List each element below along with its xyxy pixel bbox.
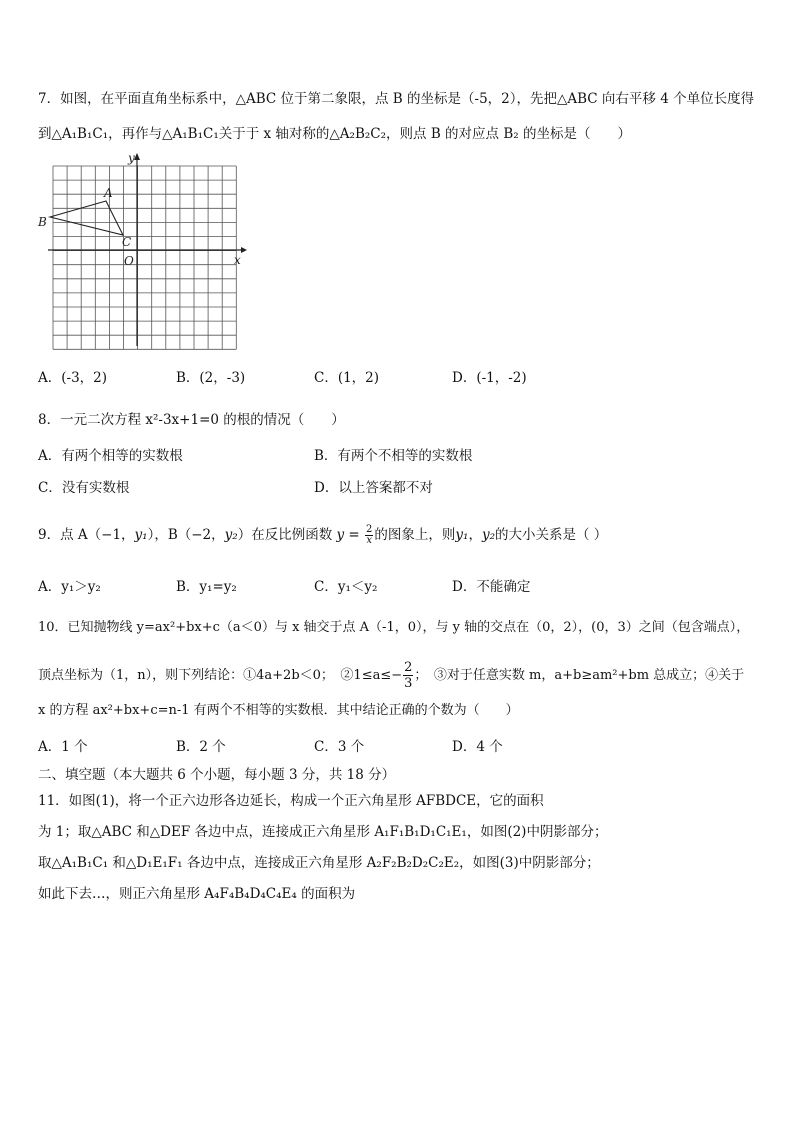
q8-option-b[interactable]: B．有两个不相等的实数根 [314, 448, 473, 464]
q9-y1: y₁ [134, 527, 148, 543]
q7-stem-line1: 7．如图，在平面直角坐标系中，△ABC 位于第二象限，点 B 的坐标是（-5，2），先把△ABC 向右平移 4 个单位长度得 [38, 91, 755, 107]
q9-y1-b: y₁ [455, 527, 469, 543]
q8-option-d[interactable]: D．以上答案都不对 [314, 480, 433, 496]
q10-line2-b: ； ③对于任意实数 m，a+b≥am²+bm 总成立；④关于 [414, 668, 745, 683]
q11-line3: 取△A₁B₁C₁ 和△D₁E₁F₁ 各边中点，连接成正六角星形 A₂F₂B₂D₂C₂E₂，如图(3)中阴影部分； [38, 855, 600, 871]
q8-option-c[interactable]: C．没有实数根 [38, 480, 130, 496]
origin-label: O [124, 254, 134, 268]
q9-y2-b: y₂ [481, 527, 496, 543]
q9-option-c[interactable]: C．y₁＜y₂ [314, 579, 378, 595]
q10-option-a[interactable]: A．1 个 [38, 739, 88, 755]
q7-coordinate-figure [36, 150, 248, 350]
q7-option-b[interactable]: B．(2，-3) [176, 370, 246, 386]
q11-line1: 11．如图(1)，将一个正六边形各边延长，构成一个正六角星形 AFBDCE，它的面积 [38, 793, 544, 809]
q10-frac-den: 3 [404, 676, 413, 691]
q7-option-c[interactable]: C．(1，2) [314, 370, 380, 386]
q10-stem-line1: 10．已知抛物线 y=ax²+bx+c（a＜0）与 x 轴交于点 A（-1，0），与 y 轴的交点在（0，2），(0，3）之间（包含端点）， [38, 620, 750, 635]
q8-stem: 8．一元二次方程 x²-3x+1=0 的根的情况（ ） [38, 412, 345, 428]
q9-stem-e: ， [468, 527, 482, 543]
q9-fraction [365, 525, 373, 546]
q9-y2: y₂ [224, 527, 238, 543]
point-c-label: C [122, 235, 132, 249]
y-axis-label: y [128, 151, 135, 165]
q10-option-c[interactable]: C．3 个 [314, 739, 365, 755]
q9-eq: = [344, 527, 365, 543]
q10-option-d[interactable]: D．4 个 [452, 739, 503, 755]
point-b-label: B [38, 215, 47, 229]
q10-stem-line3: x 的方程 ax²+bx+c=n-1 有两个不相等的实数根．其中结论正确的个数为（ ） [38, 703, 519, 718]
q9-frac-num: 2 [366, 524, 373, 535]
q10-frac-num: 2 [404, 660, 413, 675]
q7-option-a[interactable]: A．(-3，2) [38, 370, 108, 386]
q10-option-b[interactable]: B．2 个 [176, 739, 226, 755]
x-axis-label: x [234, 253, 241, 267]
q11-line2: 为 1；取△ABC 和△DEF 各边中点，连接成正六角星形 A₁F₁B₁D₁C₁E₁，如图(2)中阴影部分； [38, 824, 608, 840]
q9-option-b[interactable]: B．y₁=y₂ [176, 579, 237, 595]
q10-fraction [403, 660, 413, 691]
point-a-label: A [104, 186, 113, 200]
q7-option-d[interactable]: D．(-1，-2) [452, 370, 527, 386]
q10-stem-line2 [38, 660, 744, 691]
y-axis-arrow [134, 153, 140, 160]
q9-stem-f: 的大小关系是（ ） [495, 527, 608, 543]
x-axis-arrow [241, 247, 247, 253]
q9-stem-d: 的图象上，则 [374, 527, 456, 543]
q9-frac-den: x [366, 535, 373, 546]
q9-option-d[interactable]: D．不能确定 [452, 579, 531, 595]
q11-line4: 如此下去…，则正六角星形 A₄F₄B₄D₄C₄E₄ 的面积为 [38, 886, 356, 902]
q9-stem-a: 9．点 A（−1， [38, 527, 135, 543]
q9-stem [38, 525, 607, 546]
q7-stem-line2: 到△A₁B₁C₁，再作与△A₁B₁C₁关于于 x 轴对称的△A₂B₂C₂，则点 B 的对应点 B₂ 的坐标是（ ） [38, 126, 631, 142]
section-2-heading: 二、填空题（本大题共 6 个小题，每小题 3 分，共 18 分） [38, 767, 396, 783]
q9-stem-b: ），B（−2， [147, 527, 225, 543]
q8-option-a[interactable]: A．有两个相等的实数根 [38, 448, 183, 464]
triangle-abc [50, 201, 123, 235]
q9-stem-c: ）在反比例函数 [237, 527, 337, 543]
q10-line2-a: 顶点坐标为（1，n），则下列结论：①4a+2b＜0； ②1≤a≤− [38, 668, 403, 683]
q9-option-a[interactable]: A．y₁＞y₂ [38, 579, 101, 595]
q9-func-y: y [336, 527, 345, 543]
